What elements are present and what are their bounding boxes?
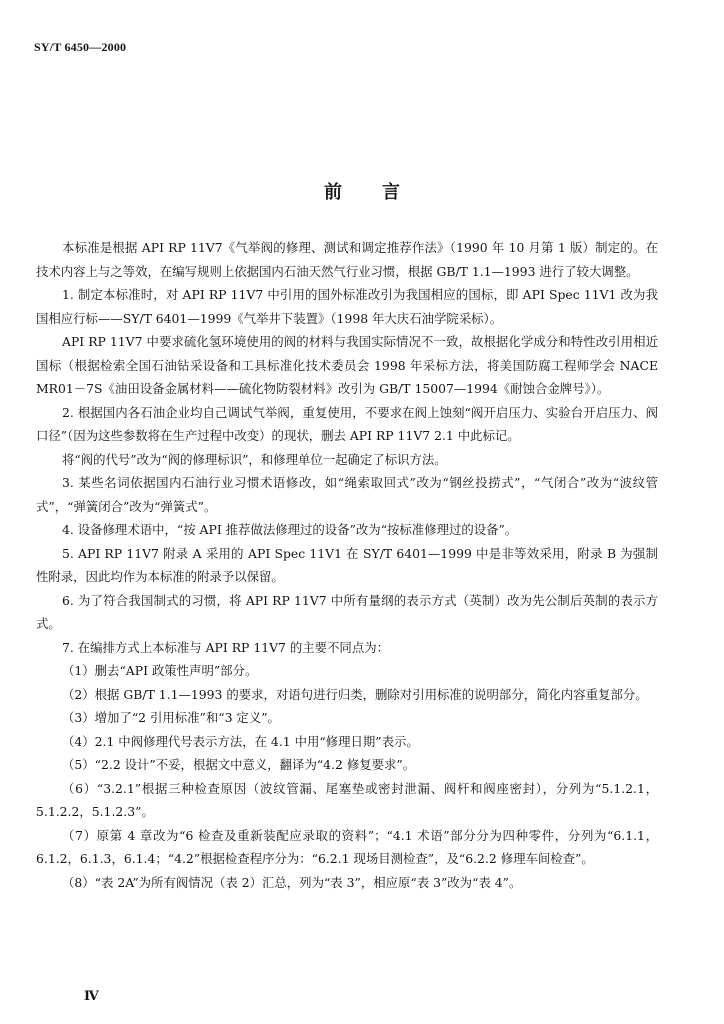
standard-code: SY/T 6450—2000 (34, 40, 127, 54)
page-number: Ⅳ (84, 988, 99, 1003)
paragraph: 5. API RP 11V7 附录 A 采用的 API Spec 11V1 在 SY/T 6401—1999 中是非等效采用，附录 B 为强制性附录，因此均作为本标准的附录予以保留。 (36, 545, 658, 584)
paragraph: 本标准是根据 API RP 11V7《气举阀的修理、测试和调定推荐作法》（1990 年 10 月第 1 版）制定的。在技术内容上与之等效，在编写规则上依据国内石油天然气行业习惯，根据 GB/T 1.1—1993 进行了较大调整。 (36, 240, 658, 279)
paragraph: API RP 11V7 中要求硫化氢环境使用的阀的材料与我国实际情况不一致，故根据化学成分和特性改引用相近国标（根据检索全国石油钻采设备和工具标准化技术委员会 1998 年采标方法，将美国防腐工程师学会 NACE MR01－7S《油田设备金属材料——硫化物防裂材料》改引为 GB/T 15007—1994《耐蚀合金牌号》）。 (36, 334, 658, 396)
preface-body (36, 236, 658, 894)
paragraph: 3. 某些名词依据国内石油行业习惯术语修改，如“绳索取回式”改为“钢丝投捞式”，“气闭合”改为“波纹管式”，“弹簧闭合”改为“弹簧式”。 (36, 475, 658, 514)
page-title (0, 178, 724, 204)
paragraph: 4. 设备修理术语中，“按 API 推荐做法修理过的设备”改为“按标准修理过的设备”。 (62, 522, 518, 537)
paragraph: 7. 在编排方式上本标准与 API RP 11V7 的主要不同点为： (62, 639, 389, 655)
paragraph: （3）增加了“2 引用标准”和“3 定义”。 (62, 710, 280, 725)
paragraph: 2. 根据国内各石油企业均自己调试气举阀，重复使用，不要求在阀上蚀刻“阀开启压力、实验台开启压力、阀口径”（因为这些参数将在生产过程中改变）的现状，删去 API RP 11V7 2.1 中此标记。 (36, 404, 658, 443)
paragraph: （2）根据 GB/T 1.1—1993 的要求，对语句进行归类，删除对引用标准的说明部分，简化内容重复部分。 (62, 686, 648, 702)
paragraph: 6. 为了符合我国制式的习惯，将 API RP 11V7 中所有量纲的表示方式（英制）改为先公制后英制的表示方式。 (36, 592, 658, 631)
paragraph: （8）“表 2A”为所有阀情况（表 2）汇总，列为“表 3”，相应原“表 3”改为“表 4”。 (62, 874, 522, 890)
title-char-1: 前 (324, 182, 342, 203)
title-char-2: 言 (382, 182, 400, 203)
paragraph: 1. 制定本标准时，对 API RP 11V7 中引用的国外标准改引为我国相应的国标，即 API Spec 11V1 改为我国相应行标——SY/T 6401—1999《气举井下装置》（1998 年大庆石油学院采标）。 (36, 287, 658, 326)
paragraph: （7）原第 4 章改为“6 检查及重新装配应录取的资料”；“4.1 术语”部分分为四种零件，分列为“6.1.1，6.1.2，6.1.3，6.1.4；“4.2”根据检查程序分为：“6.2.1 现场目测检查”，及“6.2.2 修理车间检查”。 (36, 827, 658, 866)
paragraph: （1）删去“API 政策性声明”部分。 (62, 663, 258, 678)
paragraph: （6）“3.2.1”根据三种检查原因（波纹管漏、尾塞垫或密封泄漏、阀杆和阀座密封），分列为“5.1.2.1，5.1.2.2，5.1.2.3”。 (36, 780, 658, 819)
paragraph: 将“阀的代号”改为“阀的修理标识”，和修理单位一起确定了标识方法。 (62, 451, 447, 467)
paragraph: （4）2.1 中阀修理代号表示方法，在 4.1 中用“修理日期”表示。 (62, 733, 419, 749)
paragraph: （5）“2.2 设计”不妥，根据文中意义，翻译为“4.2 修复要求”。 (62, 757, 416, 772)
